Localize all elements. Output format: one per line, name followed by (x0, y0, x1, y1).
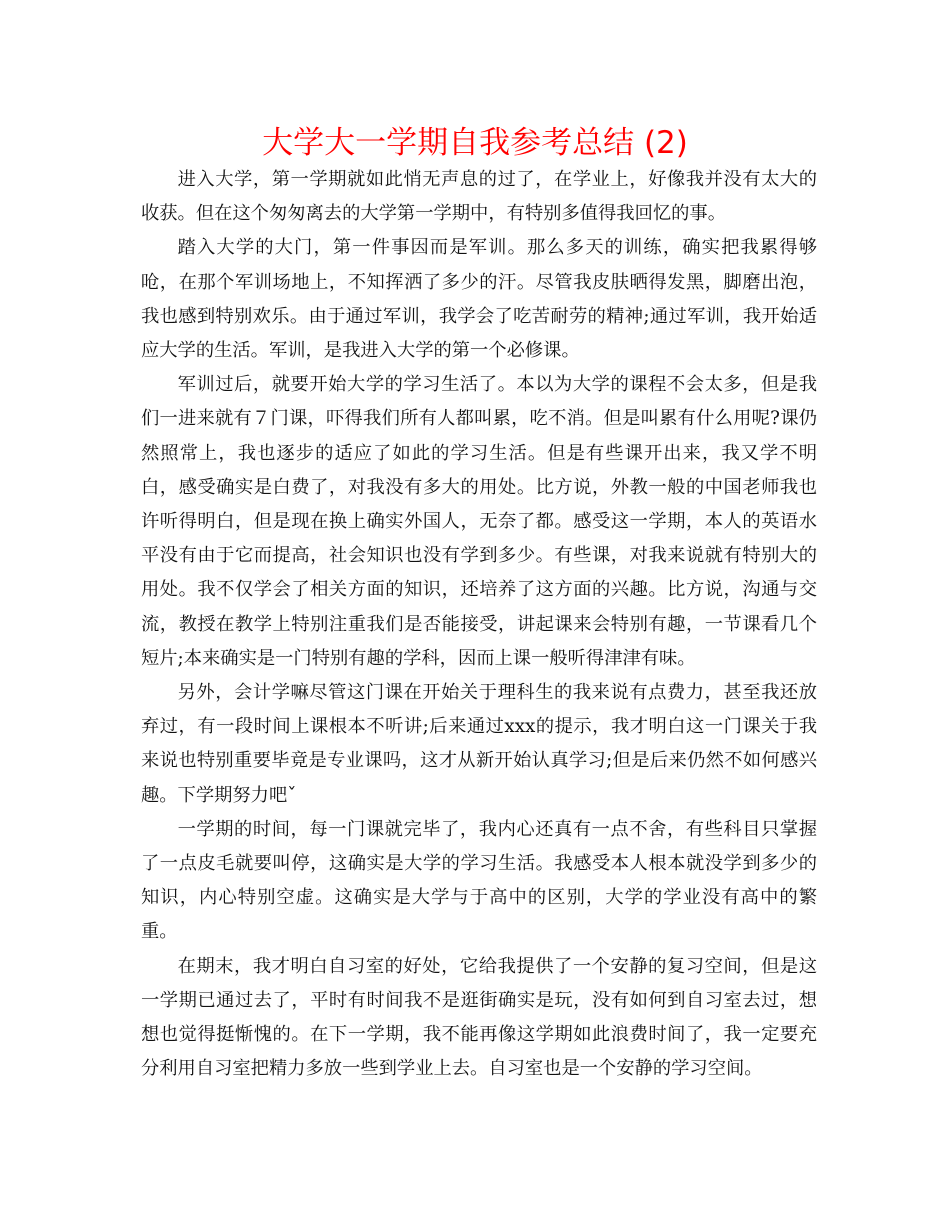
document-body (141, 163, 817, 1086)
document-title: 大学大一学期自我参考总结 (2) (262, 125, 688, 161)
paragraph-6: 在期末，我才明白自习室的好处，它给我提供了一个安静的复习空间，但是这一学期已通过去了，平时有时间我不是逛街确实是玩，没有如何到自习室去过，想想也觉得挺惭愧的。在下一学期，我不能再像这学期如此浪费时间了，我一定要充分利用自习室把精力多放一些到学业上去。自习室也是一个安静的学习空间。 (141, 955, 817, 1080)
paragraph-4: 另外，会计学嘛尽管这门课在开始关于理科生的我来说有点费力，甚至我还放弃过，有一段时间上课根本不听讲;后来通过xxx的提示，我才明白这一门课关于我来说也特别重要毕竟是专业课吗，这才从新开始认真学习;但是后来仍然不如何感兴趣。下学期努力吧ˇ (141, 682, 817, 806)
paragraph-2: 踏入大学的大门，第一件事因而是军训。那么多天的训练，确实把我累得够呛，在那个军训场地上，不知挥洒了多少的汗。尽管我皮肤晒得发黑，脚磨出泡，我也感到特别欢乐。由于通过军训，我学会了吃苦耐劳的精神;通过军训，我开始适应大学的生活。军训，是我进入大学的第一个必修课。 (141, 237, 817, 362)
paragraph-1: 进入大学，第一学期就如此悄无声息的过了，在学业上，好像我并没有太大的收获。但在这个匆匆离去的大学第一学期中，有特别多值得我回忆的事。 (141, 169, 817, 225)
paragraph-3: 军训过后，就要开始大学的学习生活了。本以为大学的课程不会太多，但是我们一进来就有７门课，吓得我们所有人都叫累，吃不消。但是叫累有什么用呢?课仍然照常上，我也逐步的适应了如此的学习生活。但是有些课开出来，我又学不明白，感受确实是白费了，对我没有多大的用处。比方说，外教一般的中国老师我也许听得明白，但是现在换上确实外国人，无奈了都。感受这一学期，本人的英语水平没有由于它而提高，社会知识也没有学到多少。有些课，对我来说就有特别大的用处。我不仅学会了相关方面的知识，还培养了这方面的兴趣。比方说，沟通与交流，教授在教学上特别注重我们是否能接受，讲起课来会特别有趣，一节课看几个短片;本来确实是一门特别有趣的学科，因而上课一般听得津津有味。 (141, 374, 817, 669)
paragraph-5: 一学期的时间，每一门课就完毕了，我内心还真有一点不舍，有些科目只掌握了一点皮毛就要叫停，这确实是大学的学习生活。我感受本人根本就没学到多少的知识，内心特别空虚。这确实是大学与于高中的区别，大学的学业没有高中的繁重。 (141, 818, 817, 943)
